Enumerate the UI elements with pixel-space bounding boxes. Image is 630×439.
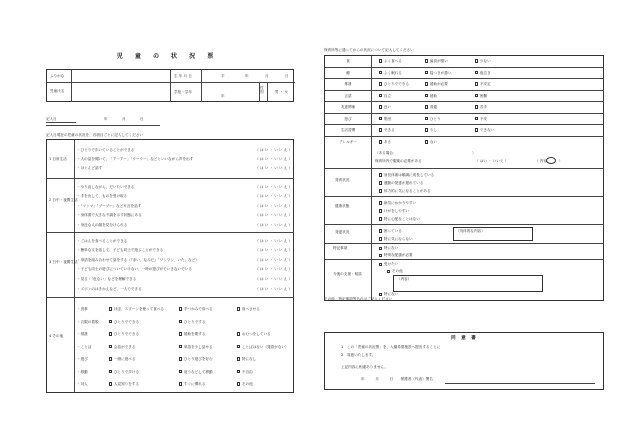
section-3-label: 3 日中・夜間生活 xyxy=(49,260,78,264)
medication-answer[interactable]: （ はい ・ いいえ ） xyxy=(475,159,509,163)
list-item: ・見る・「危ない」などを理解できる （ は い ・ い い え ） xyxy=(77,277,292,282)
header-box xyxy=(46,69,294,102)
checkbox[interactable] xyxy=(109,320,112,323)
block-1-items: 身長体重は順調に成長している 運動の発達が遅れている 体力的に気になることがある xyxy=(379,171,434,195)
medication-row: 保育所内で服薬の必要がある （ はい ・ いいえ ） （ 内容： ） xyxy=(375,159,563,163)
list-item: ・「マンマ」「ブーブー」など片言を話す （ は い ・ い い え ） xyxy=(77,203,292,208)
block-5-note-box[interactable]: （内容） xyxy=(393,275,543,292)
care-row: アレルギー ある ない xyxy=(339,140,438,145)
left-page xyxy=(40,45,295,390)
checkbox[interactable] xyxy=(109,382,112,385)
checkbox[interactable] xyxy=(109,345,112,348)
checkbox[interactable] xyxy=(379,263,382,266)
checkbox[interactable] xyxy=(387,270,390,273)
checkbox[interactable] xyxy=(379,105,382,108)
checkbox[interactable] xyxy=(109,332,112,335)
consent-line-3: 上記内容に相違ありません。 xyxy=(341,365,388,369)
block-4-label: 特記事項 xyxy=(333,246,348,250)
checkbox[interactable] xyxy=(379,209,382,212)
furigana-label: ふりがな xyxy=(50,74,65,78)
section-2-label: 2 日中・夜間生活 xyxy=(49,198,78,202)
choice-row: ・衣服の着脱 ひとりでできる ひとりでする xyxy=(77,319,206,324)
checkbox[interactable] xyxy=(425,94,428,97)
yes-no-answer[interactable]: （ は い ・ い い え ） xyxy=(255,157,292,162)
checkbox[interactable] xyxy=(425,82,428,85)
circle-mark xyxy=(546,157,556,164)
grade-suffix: 年 xyxy=(221,94,225,98)
choice-row: ・対人 人見知りをする すぐに慣れる その他 xyxy=(77,382,253,387)
care-rows xyxy=(325,56,604,148)
block-2-items: 病気にかかりやすい けがをしやすい 特に心配なことはない xyxy=(379,199,420,223)
list-item: ・簡単な文を話して、子ども同士で遊ぶことができる （ は い ・ い い え ） xyxy=(77,248,292,253)
block-5-label: 今後の支援・相談 xyxy=(333,272,362,276)
checkbox[interactable] xyxy=(179,332,182,335)
checkbox[interactable] xyxy=(179,382,182,385)
list-item: ・ズボンのはきかえなど、一人でできる （ は い ・ い い え ） xyxy=(77,286,292,291)
consent-title: 同 意 書 xyxy=(451,336,478,341)
block-4-items: 特にない 特別な配慮が必要 xyxy=(379,245,413,259)
section-3-items xyxy=(77,236,292,294)
birth-day: 日 xyxy=(285,74,289,78)
care-row: 睡 よく眠れる 寝つきが悪い 夜泣き xyxy=(325,68,604,80)
choice-row: ・排泄 ひとりでできる 援助を要する おむつをしている xyxy=(77,332,271,337)
choice-row: ・食事 ほぼ、スプーンを使って食べる 手づかみで食べる 食べさせる xyxy=(77,307,260,312)
consent-line-1: 1 この「児童の状況票」を、入園希望施設へ提出することに xyxy=(341,345,441,349)
checkbox[interactable] xyxy=(475,82,478,85)
checkbox[interactable] xyxy=(425,105,428,108)
yes-no-answer[interactable]: （ は い ・ い い え ） xyxy=(255,213,292,218)
list-item: ・ほとんど話す （ は い ・ い い え ） xyxy=(77,166,292,171)
checkbox[interactable] xyxy=(475,71,478,74)
block-3-items: 困っている 特に気にならない xyxy=(379,227,413,243)
entry-day: 日 xyxy=(140,117,144,121)
child-name-label: 児童氏名 xyxy=(50,89,65,93)
birthdate-label: 生 年 月 日 xyxy=(174,74,192,78)
birth-era: 平 xyxy=(221,74,225,78)
consent-signature[interactable]: 年 月 日 保護者（代表）署名 xyxy=(361,377,433,381)
list-item: ・子ども同士の遊びについていけない、一時の遊びがでいきないでいる （ は い ・ い い え ） xyxy=(77,267,292,272)
checkbox[interactable] xyxy=(379,82,382,85)
yes-no-answer[interactable]: （ は い ・ い い え ） xyxy=(255,286,292,291)
checkbox[interactable] xyxy=(379,293,382,296)
checkbox[interactable] xyxy=(379,181,382,184)
status-table xyxy=(46,139,294,393)
right-page xyxy=(322,48,607,393)
form-title: 児 童 の 状 況 票 xyxy=(116,53,219,60)
yes-no-answer[interactable]: （ は い ・ い い え ） xyxy=(255,184,292,189)
checkbox[interactable] xyxy=(425,140,428,143)
checkbox[interactable] xyxy=(179,345,182,348)
section-1-label: 1 日常生活 xyxy=(49,157,67,161)
care-status-table xyxy=(324,55,604,301)
list-item: ・やり直しながら、だいたいできる （ は い ・ い い え ） xyxy=(77,184,292,189)
list-item: ・単語を組み合わせて話をする（『赤い、なみだ』「ワンワン、いた」など） （ は い ・ い い え ） xyxy=(77,257,292,262)
yes-no-answer[interactable]: （ は い ・ い い え ） xyxy=(255,194,292,199)
block-2-label: 健康状態 xyxy=(335,204,350,208)
choice-row: ・移動 ひとりで歩ける 這うなどして移動 不自由 xyxy=(77,369,253,374)
right-footer-note: その他、特記事項等あればご記入ください xyxy=(324,297,393,301)
yes-no-answer[interactable]: （ は い ・ い い え ） xyxy=(255,277,292,282)
block-3-label: 発達状況 xyxy=(335,230,350,234)
care-row: 遊び 集団 ひとり 不安 xyxy=(325,114,604,126)
checkbox[interactable] xyxy=(379,128,382,131)
yes-no-answer[interactable]: （ は い ・ い い え ） xyxy=(255,203,292,208)
checkbox[interactable] xyxy=(379,189,382,192)
care-row: 言語 自立 援助 困難 xyxy=(325,91,604,103)
yes-no-answer[interactable]: （ は い ・ い い え ） xyxy=(255,257,292,262)
checkbox[interactable] xyxy=(179,357,182,360)
section-1-items xyxy=(77,146,292,173)
section-4-items xyxy=(77,303,292,391)
list-item: ・身近な人の顔を見分けられる （ は い ・ い い え ） xyxy=(77,223,292,228)
left-instruction: 記入日現在の児童の状況を、各項目ごとに記入してください xyxy=(46,133,144,137)
checkbox[interactable] xyxy=(379,254,382,257)
checkbox[interactable] xyxy=(425,71,428,74)
yes-no-answer[interactable]: （ は い ・ い い え ） xyxy=(255,267,292,272)
checkbox[interactable] xyxy=(475,117,478,120)
checkbox[interactable] xyxy=(379,71,382,74)
consent-line-2: 2 同意いたします。 xyxy=(341,353,376,357)
checkbox[interactable] xyxy=(379,117,382,120)
checkbox[interactable] xyxy=(237,370,240,373)
checkbox[interactable] xyxy=(379,94,382,97)
list-item: ・手を出して、ものを受け取る （ は い ・ い い え ） xyxy=(77,194,292,199)
checkbox[interactable] xyxy=(379,201,382,204)
consent-box xyxy=(324,332,604,390)
list-item: ・ひとりで歩いていることができる （ は い ・ い い え ） xyxy=(77,148,292,153)
checkbox[interactable] xyxy=(237,332,240,335)
school-label: 学校・学年 xyxy=(174,90,192,94)
list-item: ・ごはんを食べることができる （ は い ・ い い え ） xyxy=(77,238,292,243)
checkbox[interactable] xyxy=(237,382,240,385)
section-2-items xyxy=(77,182,292,230)
checkbox[interactable] xyxy=(109,370,112,373)
checkbox[interactable] xyxy=(379,229,382,232)
entry-year: 年 xyxy=(104,117,108,121)
sex-label: 性別 xyxy=(260,86,265,94)
checkbox[interactable] xyxy=(379,217,382,220)
care-row: 食 よく食べる 偏食が強い 少ない xyxy=(325,56,604,68)
checkbox[interactable] xyxy=(109,307,112,310)
checkbox[interactable] xyxy=(475,128,478,131)
checkbox[interactable] xyxy=(109,357,112,360)
checkbox[interactable] xyxy=(425,117,428,120)
yes-no-answer[interactable]: （ は い ・ い い え ） xyxy=(255,238,292,243)
block-5-more: 特にない xyxy=(379,292,398,297)
checkbox[interactable] xyxy=(379,140,382,143)
block-3-note-box[interactable]: （具体的な内容） xyxy=(453,227,533,241)
yes-no-answer[interactable]: （ は い ・ い い え ） xyxy=(255,248,292,253)
checkbox[interactable] xyxy=(379,173,382,176)
block-5-items: 受けたい その他 xyxy=(379,261,599,275)
checkbox[interactable] xyxy=(179,320,182,323)
entry-month: 月 xyxy=(122,117,126,121)
checkbox[interactable] xyxy=(237,307,240,310)
checkbox[interactable] xyxy=(425,59,428,62)
list-item: ・人の話を聞いて、「アーアー」「ウーウー」などといいながら声を出す （ は い ・ い い え ） xyxy=(77,157,292,162)
care-row: 友達関係 良い 普通 苦手 xyxy=(325,102,604,114)
section-4-label: 4 その他 xyxy=(49,334,64,338)
allergy-note: （ある場合： ） xyxy=(375,151,476,155)
checkbox[interactable] xyxy=(179,307,182,310)
birth-month: 月 xyxy=(265,74,269,78)
checkbox[interactable] xyxy=(379,59,382,62)
choice-row: ・遊び 一緒に遊べる ひとり遊びを好む 特になし xyxy=(77,357,257,362)
checkbox[interactable] xyxy=(179,370,182,373)
checkbox[interactable] xyxy=(475,59,478,62)
care-row: 排泄 ひとりでできる 援助が必要 不安定 xyxy=(325,79,604,91)
checkbox[interactable] xyxy=(425,128,428,131)
yes-no-answer[interactable]: （ は い ・ い い え ） xyxy=(255,148,292,153)
checkbox[interactable] xyxy=(237,357,240,360)
checkbox[interactable] xyxy=(475,105,478,108)
sex-options: 男 ・ 女 xyxy=(275,90,289,94)
choice-row: ・ことば 会話ができる 単語を少し話せる ことばはない（発語がない） xyxy=(77,344,289,349)
block-1-label: 発育状況 xyxy=(335,178,350,182)
checkbox[interactable] xyxy=(379,237,382,240)
checkbox[interactable] xyxy=(475,94,478,97)
birth-year: 年 xyxy=(245,74,249,78)
care-row: 生活習慣 できる 少し できない xyxy=(325,125,604,137)
right-instruction: 保育所等に通ってからの状況について記入してください xyxy=(324,48,414,52)
entry-date-label: 記入日 xyxy=(46,117,57,121)
yes-no-answer[interactable]: （ は い ・ い い え ） xyxy=(255,223,292,228)
yes-no-answer[interactable]: （ は い ・ い い え ） xyxy=(255,166,292,171)
checkbox[interactable] xyxy=(237,345,240,348)
checkbox[interactable] xyxy=(379,247,382,250)
list-item: ・身体面で大きな不調を示す状態にある （ は い ・ い い え ） xyxy=(77,213,292,218)
